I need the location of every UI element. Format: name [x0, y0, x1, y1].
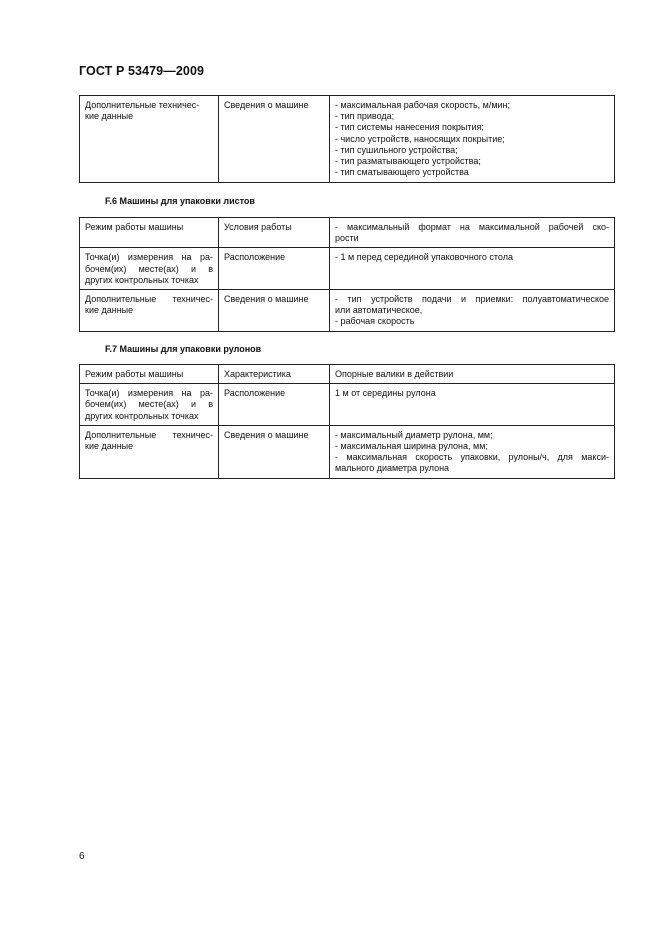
detail-item: - максимальный диаметр рулона, мм;	[335, 429, 493, 440]
detail-item: - тип разматывающего устройства;	[335, 156, 481, 167]
table-row	[80, 290, 615, 332]
detail-item: рости	[335, 233, 359, 244]
row-details	[330, 248, 615, 290]
row-label-line: других контрольных точках	[85, 274, 199, 285]
row-category: Расположение	[219, 384, 330, 426]
row-label	[80, 290, 219, 332]
row-label	[80, 218, 219, 248]
row-label-line: Дополнительные техничес-	[85, 294, 213, 305]
row-category: Условия работы	[219, 218, 330, 248]
table-f7	[79, 364, 615, 479]
detail-item: - тип устройств подачи и приемки: полуавтоматическое	[335, 294, 609, 305]
row-category: Сведения о машине	[219, 290, 330, 332]
section-title-f7: F.7 Машины для упаковки рулонов	[105, 344, 262, 354]
table-row	[80, 248, 615, 290]
row-details	[330, 384, 615, 426]
row-label-line: кие данные	[85, 441, 134, 452]
row-details	[330, 365, 615, 384]
row-category: Сведения о машине	[219, 425, 330, 478]
row-label-line: Режим работы машины	[85, 222, 184, 232]
row-details	[330, 96, 615, 183]
row-label	[80, 96, 219, 183]
row-category: Характеристика	[219, 365, 330, 384]
detail-item: - число устройств, наносящих покрытие;	[335, 133, 505, 144]
detail-item: 1 м от середины рулона	[335, 388, 436, 399]
row-label	[80, 384, 219, 426]
detail-item: Опорные валики в действии	[335, 369, 454, 379]
row-label-line: кие данные	[85, 111, 134, 122]
row-label-line: Дополнительные техничес-	[85, 429, 213, 440]
row-label	[80, 425, 219, 478]
row-details	[330, 218, 615, 248]
detail-item: - рабочая скорость	[335, 316, 415, 327]
row-category: Сведения о машине	[219, 96, 330, 183]
table-f6	[79, 217, 615, 332]
detail-item: - тип привода;	[335, 111, 395, 122]
row-details	[330, 290, 615, 332]
table-row	[80, 218, 615, 248]
detail-item: - максимальная скорость упаковки, рулоны/ч, для макси-	[335, 452, 609, 463]
table-row	[80, 384, 615, 426]
row-label	[80, 248, 219, 290]
detail-item: - тип системы нанесения покрытия;	[335, 122, 484, 133]
table-row	[80, 365, 615, 384]
detail-item: - тип сушильного устройства;	[335, 144, 458, 155]
table-row	[80, 425, 615, 478]
row-label-line: бочем(их) месте(ах) и в	[85, 399, 213, 410]
row-label-line: других контрольных точках	[85, 410, 199, 421]
document-header: ГОСТ Р 53479—2009	[79, 64, 205, 78]
detail-item: - максимальная ширина рулона, мм;	[335, 441, 488, 452]
page-number: 6	[79, 851, 85, 862]
row-label-line: кие данные	[85, 305, 134, 316]
table-row	[80, 96, 615, 183]
row-label	[80, 365, 219, 384]
detail-item: - максимальный формат на максимальной рабочей ско-	[335, 222, 609, 232]
row-label-line: Дополнительные техничес-	[85, 100, 200, 110]
section-title-f6: F.6 Машины для упаковки листов	[105, 196, 255, 206]
continuation-table	[79, 95, 615, 183]
row-label-line: Точка(и) измерения на ра-	[85, 252, 213, 263]
row-category: Расположение	[219, 248, 330, 290]
detail-item: - максимальная рабочая скорость, м/мин;	[335, 100, 511, 110]
detail-item: - тип сматывающего устройства	[335, 167, 469, 178]
detail-item: мального диаметра рулона	[335, 463, 450, 474]
row-label-line: бочем(их) месте(ах) и в	[85, 263, 213, 274]
row-details	[330, 425, 615, 478]
row-label-line: Режим работы машины	[85, 369, 184, 379]
detail-item: - 1 м перед серединой упаковочного стола	[335, 252, 513, 263]
detail-item: или автоматическое,	[335, 305, 423, 316]
row-label-line: Точка(и) измерения на ра-	[85, 388, 213, 399]
